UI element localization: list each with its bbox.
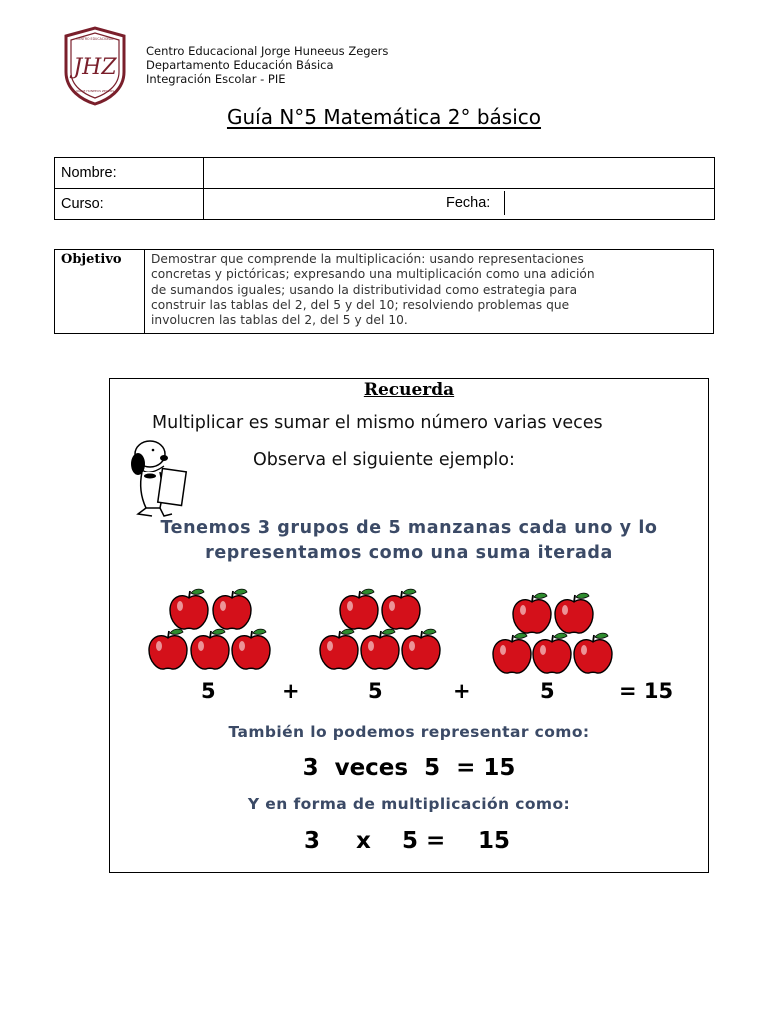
fecha-label: Fecha:	[446, 195, 491, 211]
header-text	[146, 44, 388, 86]
apple	[340, 589, 378, 629]
logo-bottom-text: JORGE HUNEEUS ZEGERS	[75, 89, 115, 93]
page-title: Guía N°5 Matemática 2° básico	[226, 105, 542, 129]
curso-label: Curso:	[55, 189, 204, 220]
apple	[402, 629, 440, 669]
school-logo	[62, 26, 128, 106]
header-line-program: Integración Escolar - PIE	[146, 72, 286, 86]
objetivo-line: construir las tablas del 2, del 5 y del 10; resolviendo problemas que	[151, 297, 570, 312]
mult-factor-1: 3	[304, 828, 321, 854]
objetivo-line: involucren las tablas del 2, del 5 y del 10.	[151, 313, 408, 328]
recuerda-definition: Multiplicar es sumar el mismo número varias veces	[152, 413, 603, 433]
objetivo-text	[145, 250, 714, 334]
mult-result: 15	[478, 828, 511, 854]
apple	[513, 593, 551, 633]
logo-monogram: JHZ	[73, 55, 117, 80]
apple	[213, 589, 251, 629]
sum-result: = 15	[619, 679, 674, 703]
example-line-1: Tenemos 3 grupos de 5 manzanas cada uno y lo	[160, 518, 658, 538]
apple	[555, 593, 593, 633]
sum-term-2: 5	[368, 679, 383, 703]
snoopy-illustration	[120, 436, 196, 520]
apple	[533, 633, 571, 673]
objetivo-line: de sumandos iguales; usando la distributividad como estrategia para	[151, 282, 578, 297]
apple	[493, 633, 531, 673]
sum-plus-2: +	[453, 679, 471, 703]
objetivo-line: Demostrar que comprende la multiplicación: usando representaciones	[151, 252, 584, 266]
apple	[170, 589, 208, 629]
recuerda-instruction: Observa el siguiente ejemplo:	[253, 450, 515, 470]
apple	[320, 629, 358, 669]
sum-plus-1: +	[282, 679, 300, 703]
example-line-2: representamos como una suma iterada	[205, 543, 613, 563]
nombre-label: Nombre:	[55, 158, 204, 189]
apple	[361, 629, 399, 669]
apple	[149, 629, 187, 669]
also-caption: También lo podemos representar como:	[228, 723, 590, 741]
sum-term-1: 5	[201, 679, 216, 703]
sum-term-3: 5	[540, 679, 555, 703]
apple	[191, 629, 229, 669]
student-info-table	[54, 157, 715, 220]
objetivo-label: Objetivo	[55, 250, 145, 334]
nombre-field[interactable]	[204, 158, 715, 189]
apple-groups	[109, 582, 709, 682]
mult-operator: x	[356, 828, 371, 854]
apple	[382, 589, 420, 629]
mult-factor-2: 5 =	[402, 828, 446, 854]
apple	[574, 633, 612, 673]
fecha-field[interactable]	[504, 191, 511, 215]
apple	[232, 629, 270, 669]
recuerda-heading: Recuerda	[363, 380, 455, 400]
objetivo-line: concretas y pictóricas; expresando una multiplicación como una adición	[151, 267, 595, 282]
logo-top-text: CENTRO EDUCACIONAL	[76, 37, 114, 41]
curso-fecha-cell	[204, 189, 715, 220]
header-line-department: Departamento Educación Básica	[146, 58, 334, 72]
multiplication-caption: Y en forma de multiplicación como:	[247, 795, 571, 813]
veces-expression: 3 veces 5 = 15	[302, 755, 516, 781]
header-line-school: Centro Educacional Jorge Huneeus Zegers	[146, 44, 389, 58]
objetivo-table	[54, 249, 714, 334]
